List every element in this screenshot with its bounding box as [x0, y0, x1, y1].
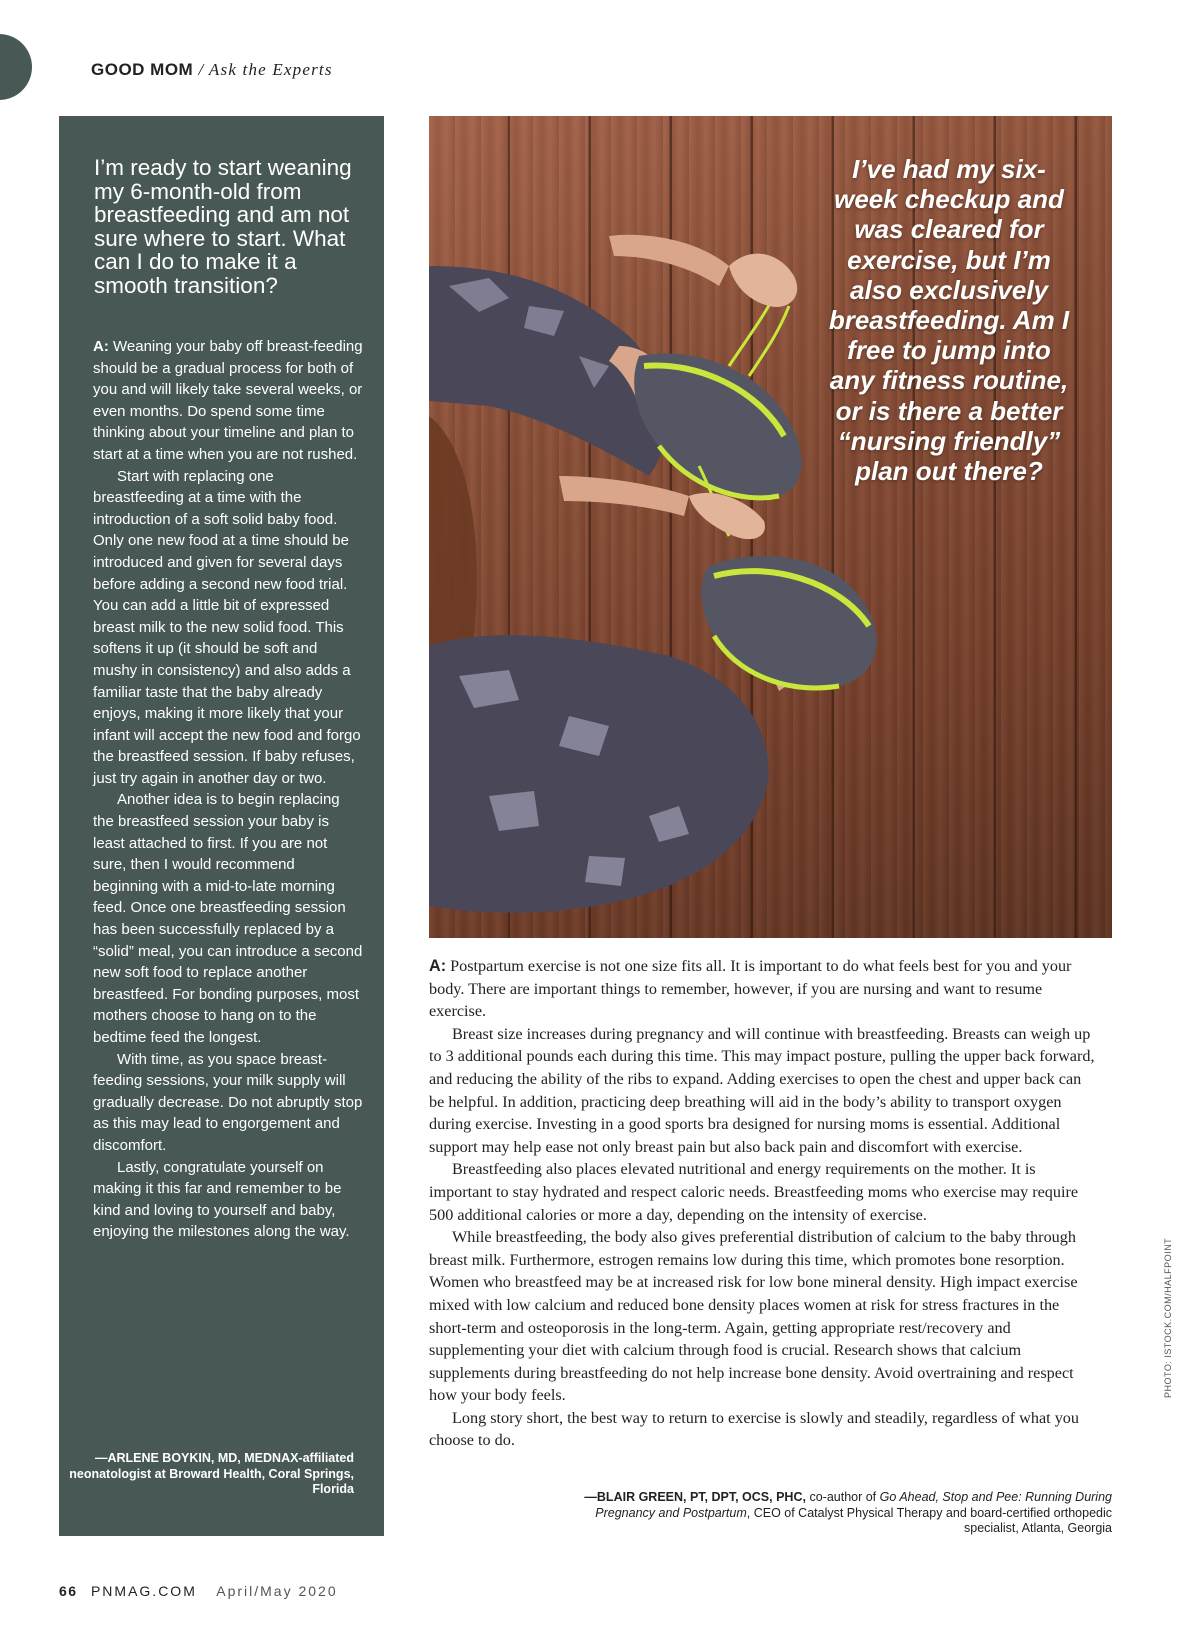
section-tab [0, 34, 32, 100]
answer-label: A: [93, 338, 109, 355]
article-credit-post: , CEO of Catalyst Physical Therapy and board-certified orthopedic specialist, Atlanta, Georgia [746, 1505, 1112, 1536]
paragraph-text: Weaning your baby off breast-feeding should be a gradual process for both of you and will likely take several weeks, or even months. Do spend some time thinking about your timeline and plan to start at a time when you are not rushed. [93, 338, 363, 463]
sidebar-paragraph: Start with replacing one breastfeeding at a time with the introduction of a soft solid baby food. Only one new food at a time should be introduced and given for several days before adding a second new food trial. You can add a little bit of expressed breast milk to the new solid food. This softens it up (it should be soft and mushy in consistency) and also adds a familiar taste that the baby already enjoys, making it more likely that your infant will accept the new food and forgo the breastfeed session. If baby refuses, just try again in another day or two. [93, 467, 361, 787]
sidebar-signature-affiliation: MEDNAX-affiliated neonatologist at Broward Health, Coral Springs, Florida [69, 1451, 354, 1496]
sidebar-paragraph: Another idea is to begin replacing the breastfeed session your baby is least attached to first. If you are not sure, then I would recommend beginning with a mid-to-late morning feed. Once one breastfeeding session has been successfully replaced by a “solid” meal, you can introduce a second new soft food to replace another breastfeed. For bonding purposes, most mothers choose to hang on to the bedtime feed the longest. [93, 791, 363, 1046]
article-credit-book: Go Ahead, Stop and Pee: Running During Pregnancy and Postpartum [595, 1490, 1112, 1520]
hero-photo [429, 116, 1112, 938]
article-credit [552, 1490, 1112, 1537]
sidebar-question: I’m ready to start weaning my 6-month-old from breastfeeding and am not sure where to start. What can I do to make it a smooth transition? [94, 155, 352, 298]
sidebar-paragraph [93, 336, 363, 466]
answer-label: A: [429, 957, 447, 975]
photo-credit: PHOTO: ISTOCK.COM/HALFPOINT [1163, 1237, 1173, 1398]
article-paragraph: While breastfeeding, the body also gives preferential distribution of calcium to the baby through breast milk. Furthermore, estrogen remains low during this time, which promotes bone resorption. Women who breastfeed may be at increased risk for low bone mineral density. High impact exercise mixed with low calcium and reduced bone density places women at risk for stress fractures in the short-term and osteoporosis in the long-term. Again, getting appropriate rest/recovery and supplementing your diet with calcium through food is crucial. Research shows that calcium supplements during breastfeeding do not help increase bone density. Avoid overtraining and respect how your body feels. [429, 1228, 1078, 1405]
footer-site: PNMAG.COM [90, 1583, 197, 1599]
article-paragraph: Breastfeeding also places elevated nutritional and energy requirements on the mother. It is important to stay hydrated and respect caloric needs. Breastfeeding moms who exercise may require 500 additional calories or more a day, depending on the intensity of exercise. [429, 1160, 1079, 1224]
article-paragraph: Breast size increases during pregnancy and will continue with breastfeeding. Breasts can weigh up to 3 additional pounds each during this time. This may impact posture, pulling the upper back forward, and reducing the ability of the ribs to expand. Adding exercises to open the chest and upper back can be helpful. In addition, practicing deep breathing will aid in the body’s ability to transport oxygen during exercise. Investing in a good sports bra designed for nursing moms is essential. Additional support may help ease not only breast pain but also back pain and discomfort with exercise. [429, 1024, 1095, 1156]
sidebar-signature-name: —ARLENE BOYKIN, MD, [94, 1451, 241, 1465]
page-footer [59, 1583, 338, 1599]
paragraph-text: Postpartum exercise is not one size fits all. It is important to do what feels best for you and your body. There are important things to remember, however, if you are nursing and want to resume exercise. [429, 957, 1072, 1021]
section-subtitle: Ask the Experts [208, 60, 333, 79]
article-answer [429, 955, 1099, 1452]
section-separator: / [198, 60, 204, 79]
sidebar-paragraph: Lastly, congratulate yourself on making it this far and remember to be kind and loving to yourself and baby, enjoying the milestones along the way. [93, 1158, 350, 1241]
sidebar-paragraph: With time, as you space breast-feeding sessions, your milk supply will gradually decrease. Do not abruptly stop as this may lead to engorgement and discomfort. [93, 1050, 363, 1154]
article-paragraph: Long story short, the best way to return to exercise is slowly and steadily, regardless of what you choose to do. [429, 1408, 1079, 1450]
article-credit-pre: co-author of [809, 1490, 877, 1504]
page-number: 66 [59, 1583, 78, 1599]
sidebar-qa [59, 116, 384, 1536]
section-title: GOOD MOM [91, 60, 194, 79]
article-paragraph [429, 955, 1099, 1023]
footer-date: April/May 2020 [216, 1583, 338, 1599]
article-credit-name: —BLAIR GREEN, PT, DPT, OCS, PHC, [584, 1490, 806, 1504]
section-header [91, 60, 333, 80]
sidebar-answer [93, 336, 363, 1243]
photo-caption-question: I’ve had my six-week checkup and was cleared for exercise, but I’m also exclusively breastfeeding. Am I free to jump into any fitness routine, or is there a better “nursing friendly” plan out there? [828, 154, 1070, 487]
sidebar-signature [54, 1451, 354, 1498]
